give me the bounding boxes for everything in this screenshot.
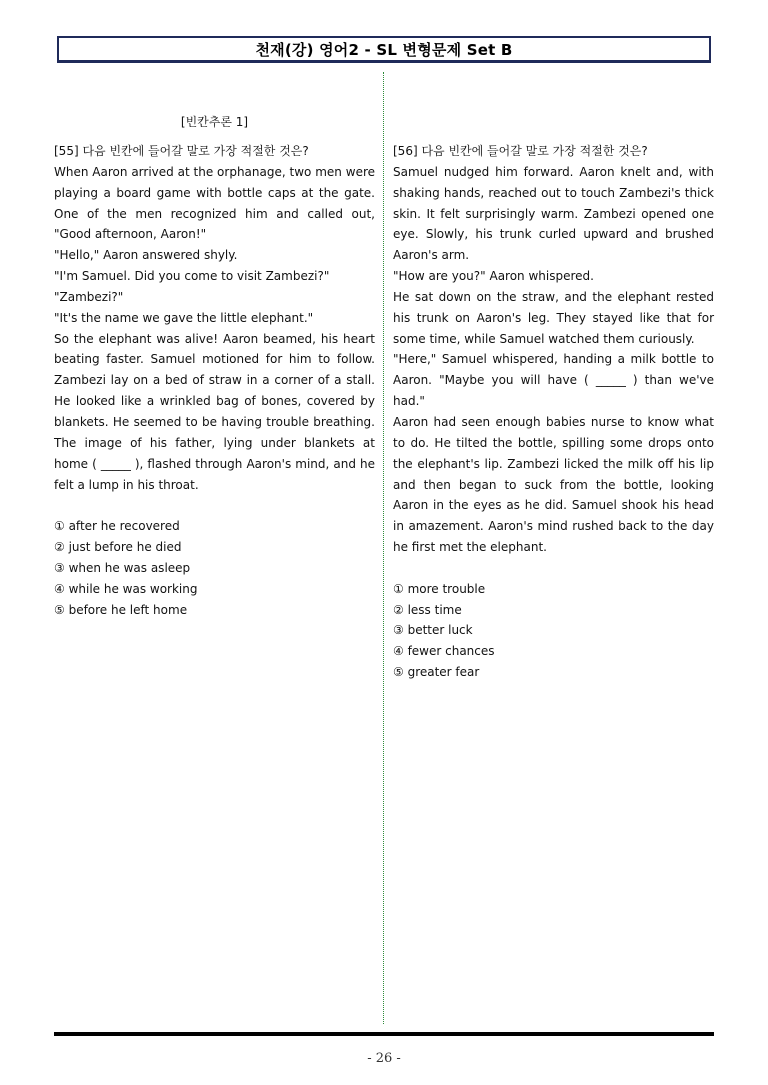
question-55-heading: [55] 다음 빈칸에 들어갈 말로 가장 적절한 것은? [54,144,309,158]
answer-choice[interactable]: ⑤ greater fear [393,665,480,680]
answer-choice[interactable]: ① more trouble [393,581,486,596]
page-title: 천재(강) 영어2 - SL 변형문제 Set B [255,40,513,59]
answer-choice[interactable]: ② less time [393,602,462,617]
answer-choice[interactable]: ④ while he was working [54,581,198,596]
answer-choice[interactable]: ② just before he died [54,540,182,555]
answer-choice[interactable]: ③ when he was asleep [54,560,191,575]
answer-choice[interactable]: ④ fewer chances [393,644,495,659]
passage-paragraph: "I'm Samuel. Did you come to visit Zambezi?" [54,269,330,284]
passage-paragraph: Aaron had seen enough babies nurse to know what to do. He tilted the bottle, spilling some drops onto the elephant's lip. Zambezi licked the milk off his lip and then began to suck from the bottle, looking Aaron in the eyes as he did. Samuel shook his head in amazement. Aaron's mind rushed back to the day he first met the elephant. [393,414,714,555]
footer-rule [54,1032,714,1036]
column-divider [383,72,384,1024]
left-column [54,141,375,620]
passage-paragraph: "Zambezi?" [54,289,124,304]
page-number: - 26 - [367,1051,401,1066]
passage-paragraph: So the elephant was alive! Aaron beamed, his heart beating faster. Samuel motioned for him to follow. Zambezi lay on a bed of straw in a corner of a stall. He looked like a wrinkled bag of bones, covered by blankets. He seemed to be having trouble breathing. The image of his father, lying under blankets at home ( _____ ), flashed through Aaron's mind, and he felt a lump in his throat. [54,331,375,492]
section-label: [빈칸추론 1] [180,115,249,129]
answer-choice[interactable]: ① after he recovered [54,519,180,534]
right-column [393,141,714,683]
spacer [393,558,714,579]
spacer [54,495,375,516]
answer-choice[interactable]: ⑤ before he left home [54,602,188,617]
passage-paragraph: Samuel nudged him forward. Aaron knelt and, with shaking hands, reached out to touch Zambezi's thick skin. It felt surprisingly warm. Zambezi opened one eye. Slowly, his trunk curled upward and brushed Aaron's arm. [393,164,714,263]
answer-choice[interactable]: ③ better luck [393,623,473,638]
passage-paragraph: When Aaron arrived at the orphanage, two men were playing a board game with bottle caps at the gate. One of the men recognized him and called out, "Good afternoon, Aaron!" [54,164,375,242]
passage-paragraph: He sat down on the straw, and the elephant rested his trunk on Aaron's leg. They stayed like that for some time, while Samuel watched them curiously. [393,289,714,346]
passage-paragraph: "Hello," Aaron answered shyly. [54,248,238,263]
question-56-heading: [56] 다음 빈칸에 들어갈 말로 가장 적절한 것은? [393,144,648,158]
passage-paragraph: "It's the name we gave the little elephant." [54,310,314,325]
passage-paragraph: "How are you?" Aaron whispered. [393,269,594,284]
header-title-box [57,36,711,63]
passage-paragraph: "Here," Samuel whispered, handing a milk bottle to Aaron. "Maybe you will have ( _____ ) than we've had." [393,352,714,409]
